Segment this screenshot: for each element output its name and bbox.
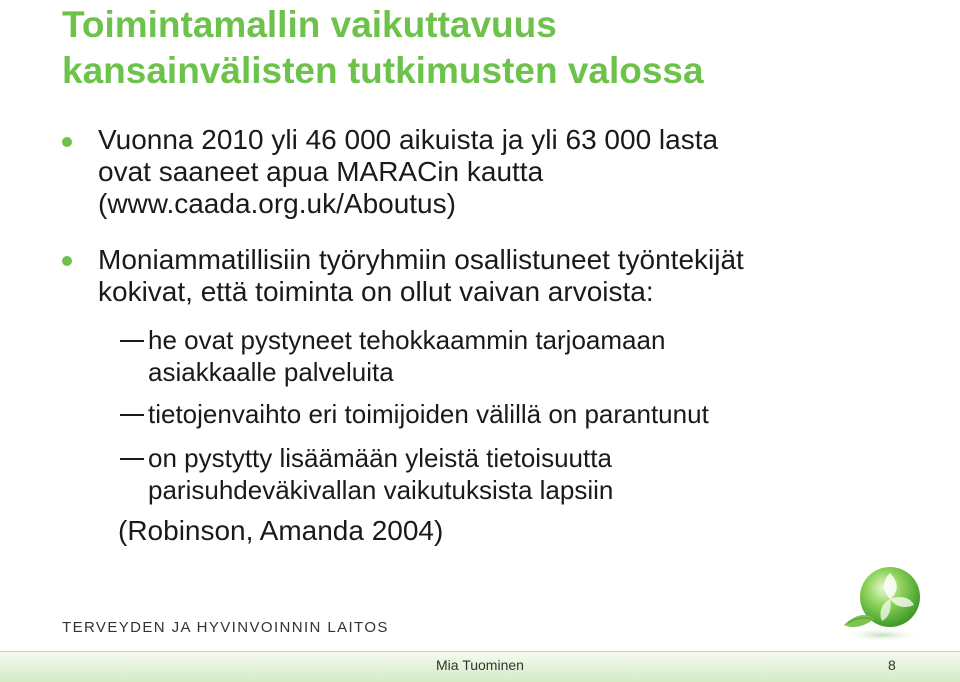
- subitem-3-dash: [120, 458, 144, 460]
- bullet-2-line-2: kokivat, että toiminta on ollut vaivan arvoista:: [98, 276, 654, 307]
- subitem-3: [148, 442, 888, 506]
- bullet-2-dot: [62, 256, 72, 266]
- title-line-1: Toimintamallin vaikuttavuus: [62, 4, 557, 45]
- bullet-1: [98, 124, 918, 220]
- subitem-1-dash: [120, 340, 144, 342]
- green-sphere-leaf-logo-icon: [834, 563, 930, 643]
- bullet-1-dot: [62, 137, 72, 147]
- bullet-1-line-2: ovat saaneet apua MARACin kautta: [98, 156, 544, 187]
- subitem-1-line-1: he ovat pystyneet tehokkaammin tarjoamaan: [148, 325, 666, 355]
- bullet-2-line-1: Moniammatillisiin työryhmiin osallistuneet työntekijät: [98, 244, 744, 275]
- bullet-2: [98, 244, 918, 308]
- subitem-1-line-2: asiakkaalle palveluita: [148, 357, 394, 387]
- subitem-2-dash: [120, 414, 144, 416]
- page-number: 8: [888, 657, 896, 673]
- subitem-3-line-1: on pystytty lisäämään yleistä tietoisuutta: [148, 443, 612, 473]
- slide-title: [62, 2, 942, 94]
- citation: (Robinson, Amanda 2004): [118, 515, 444, 546]
- subitem-3-line-2: parisuhdeväkivallan vaikutuksista lapsiin: [148, 475, 614, 505]
- organization-name: TERVEYDEN JA HYVINVOINNIN LAITOS: [62, 619, 389, 636]
- title-line-2: kansainvälisten tutkimusten valossa: [62, 50, 704, 91]
- bullet-1-line-3: (www.caada.org.uk/Aboutus): [98, 188, 456, 219]
- subitem-2: [148, 398, 888, 430]
- footer-author: Mia Tuominen: [436, 657, 524, 673]
- bullet-1-line-1: Vuonna 2010 yli 46 000 aikuista ja yli 63 000 lasta: [98, 124, 719, 155]
- subitem-2-line-1: tietojenvaihto eri toimijoiden välillä on parantunut: [148, 399, 709, 429]
- footer-bar: [0, 651, 960, 682]
- subitem-1: [148, 324, 888, 388]
